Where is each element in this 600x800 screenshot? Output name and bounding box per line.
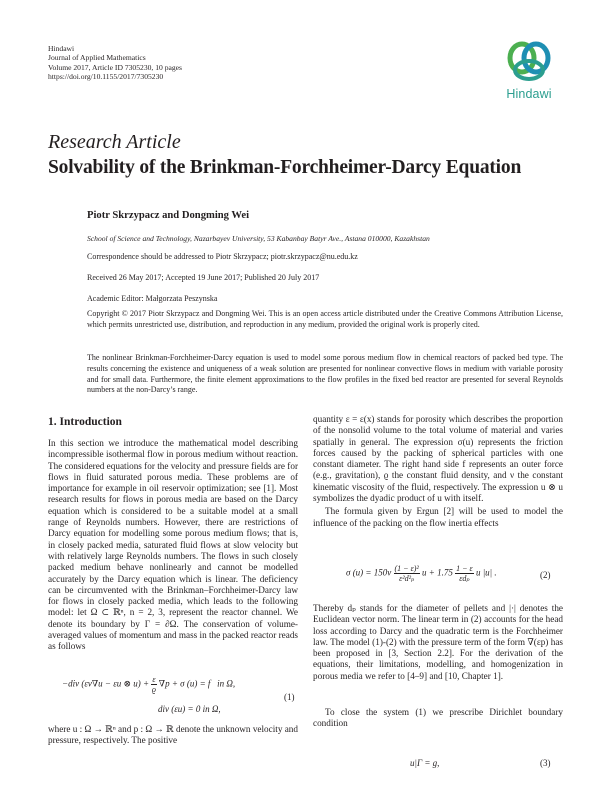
fraction-numerator: (1 − ε)² xyxy=(394,564,419,573)
journal-header xyxy=(48,44,182,82)
academic-editor: Academic Editor: Małgorzata Peszynska xyxy=(87,294,218,303)
fraction-denominator: εdₚ xyxy=(459,574,470,583)
authors: Piotr Skrzypacz and Dongming Wei xyxy=(87,210,250,221)
fraction-denominator: ε²d²ₚ xyxy=(399,574,415,583)
journal-name: Journal of Applied Mathematics xyxy=(48,53,146,63)
volume-info: Volume 2017, Article ID 7305230, 10 pages xyxy=(48,62,182,72)
affiliation: School of Science and Technology, Nazarbayev University, 53 Kabanbay Batyr Ave., Astana 010000, Kazakhstan xyxy=(87,234,430,243)
left-column xyxy=(48,438,298,653)
section-heading: 1. Introduction xyxy=(48,416,122,428)
hindawi-logo-icon xyxy=(503,40,555,84)
equation-1-rhs: ∇p + σ (u) = f in Ω, xyxy=(158,678,236,689)
fraction-numerator: 1 − ε xyxy=(456,564,473,573)
publisher-name: Hindawi xyxy=(48,44,75,53)
copyright-notice: Copyright © 2017 Piotr Skrzypacz and Dongming Wei. This is an open access article distributed under the Creative Commons Attribution License, which permits unrestricted use, distribution, and reproduction in any medium, provided the original work is properly cited. xyxy=(87,309,563,329)
equation-1-lhs: −div (εν∇u − εu ⊗ u) + xyxy=(62,678,150,689)
equation-2-middle: u + 1.75 xyxy=(422,567,453,578)
right-column xyxy=(313,414,563,529)
doi-link[interactable]: https://doi.org/10.1155/2017/7305230 xyxy=(48,72,164,82)
hindawi-logo xyxy=(496,40,562,101)
equation-1-line-2: div (εu) = 0 in Ω, xyxy=(158,704,221,714)
intro-paragraph: In this section we introduce the mathematical model describing incompressible isothermal flow in porous medium without reaction. The considered equations for the velocity and pressure fields are for flows in fluid saturated porous media. These problems are of importance for example in oil reservoir optimization; see [1]. Most research results for flows in porous media are based on the Darcy equation which is considered to be a suitable model at a small range of Reynolds numbers. However, there are restrictions of Darcy equation for modelling some porous medium flows; that is, in closely packed media, saturated fluid flows at slow velocity but with relatively large Reynolds numbers. The flows in such closely packed medium behave nonlinearly and cannot be modelled accurately by the Darcy equation which is linear. The deficiency can be circumvented with the Brinkman–Forchheimer-Darcy law for flows in closely packed media, which leads to the following model: let Ω ⊂ ℝⁿ, n = 2, 3, represent the reactor channel. We denote its boundary by Γ = ∂Ω. The conservation of volume-averaged values of momentum and mass in the packed reactor reads as follows xyxy=(48,438,299,652)
equation-2-fraction-2 xyxy=(455,564,474,583)
boundary-condition-paragraph: To close the system (1) we prescribe Dirichlet boundary condition xyxy=(313,707,563,729)
logo-wordmark: Hindawi xyxy=(506,87,552,101)
abstract: The nonlinear Brinkman-Forchheimer-Darcy equation is used to model some porous medium flow in chemical reactors of packed bed type. The results concerning the existence and uniqueness of a weak solution are presented for nonlinear convective flows in medium with variable porosity and for small data. Furthermore, the finite element approximations to the flow profiles in the fixed bed reactor are presented for several Reynolds numbers at the non-Darcy’s range. xyxy=(87,353,563,395)
publication-dates: Received 26 May 2017; Accepted 19 June 2017; Published 20 July 2017 xyxy=(87,273,320,282)
paper-title: Solvability of the Brinkman-Forchheimer-Darcy Equation xyxy=(48,157,522,178)
fraction-denominator: ϱ xyxy=(151,685,156,694)
porosity-paragraph: quantity ε = ε(x) stands for porosity which describes the proportion of the nonsolid volume to the total volume of material and varies spatially in general. The expression σ(u) represents the friction forces caused by the packing of spherical particles with one constant diameter. The right hand side f represents an outer force (e.g., gravitation), ϱ the constant fluid density, and ν the constant kinematic viscosity of the fluid, respectively. The expression u ⊗ u symbolizes the dyadic product of u with itself. xyxy=(313,414,563,504)
equation-2-lhs: σ (u) = 150ν xyxy=(346,567,392,578)
equation-2-number: (2) xyxy=(540,570,551,580)
equation-3-number: (3) xyxy=(540,758,551,768)
intro-paragraph-continued: where u : Ω → ℝⁿ and p : Ω → ℝ denote the unknown velocity and pressure, respectively. The positive xyxy=(48,724,298,746)
equation-2 xyxy=(346,564,497,583)
equation-2-fraction-1 xyxy=(394,564,420,583)
equation-2-tail: u |u| . xyxy=(475,567,497,578)
equation-1-number: (1) xyxy=(284,692,295,702)
darcy-forchheimer-paragraph: Thereby dₚ stands for the diameter of pellets and |·| denotes the Euclidean vector norm. The linear term in (2) accounts for the head loss according to Darcy and the quadratic term is the Forchheimer law. The model (1)-(2) with the pressure term of the form ∇(εp) has been proposed in [3, Section 2.2]. For the derivation of the equations, their limitations, modelling, and homogenization in porous media we refer to [4–9] and [10, Chapter 1]. xyxy=(313,603,563,681)
article-type: Research Article xyxy=(48,131,181,153)
ergun-paragraph: The formula given by Ergun [2] will be used to model the influence of the packing on the flow inertia effects xyxy=(313,506,563,528)
equation-1-line-1 xyxy=(62,675,235,694)
fraction-numerator: ε xyxy=(152,675,156,684)
equation-3: u|Γ = g, xyxy=(410,758,440,768)
equation-1-fraction xyxy=(151,675,156,694)
correspondence: Correspondence should be addressed to Piotr Skrzypacz; piotr.skrzypacz@nu.edu.kz xyxy=(87,252,358,261)
